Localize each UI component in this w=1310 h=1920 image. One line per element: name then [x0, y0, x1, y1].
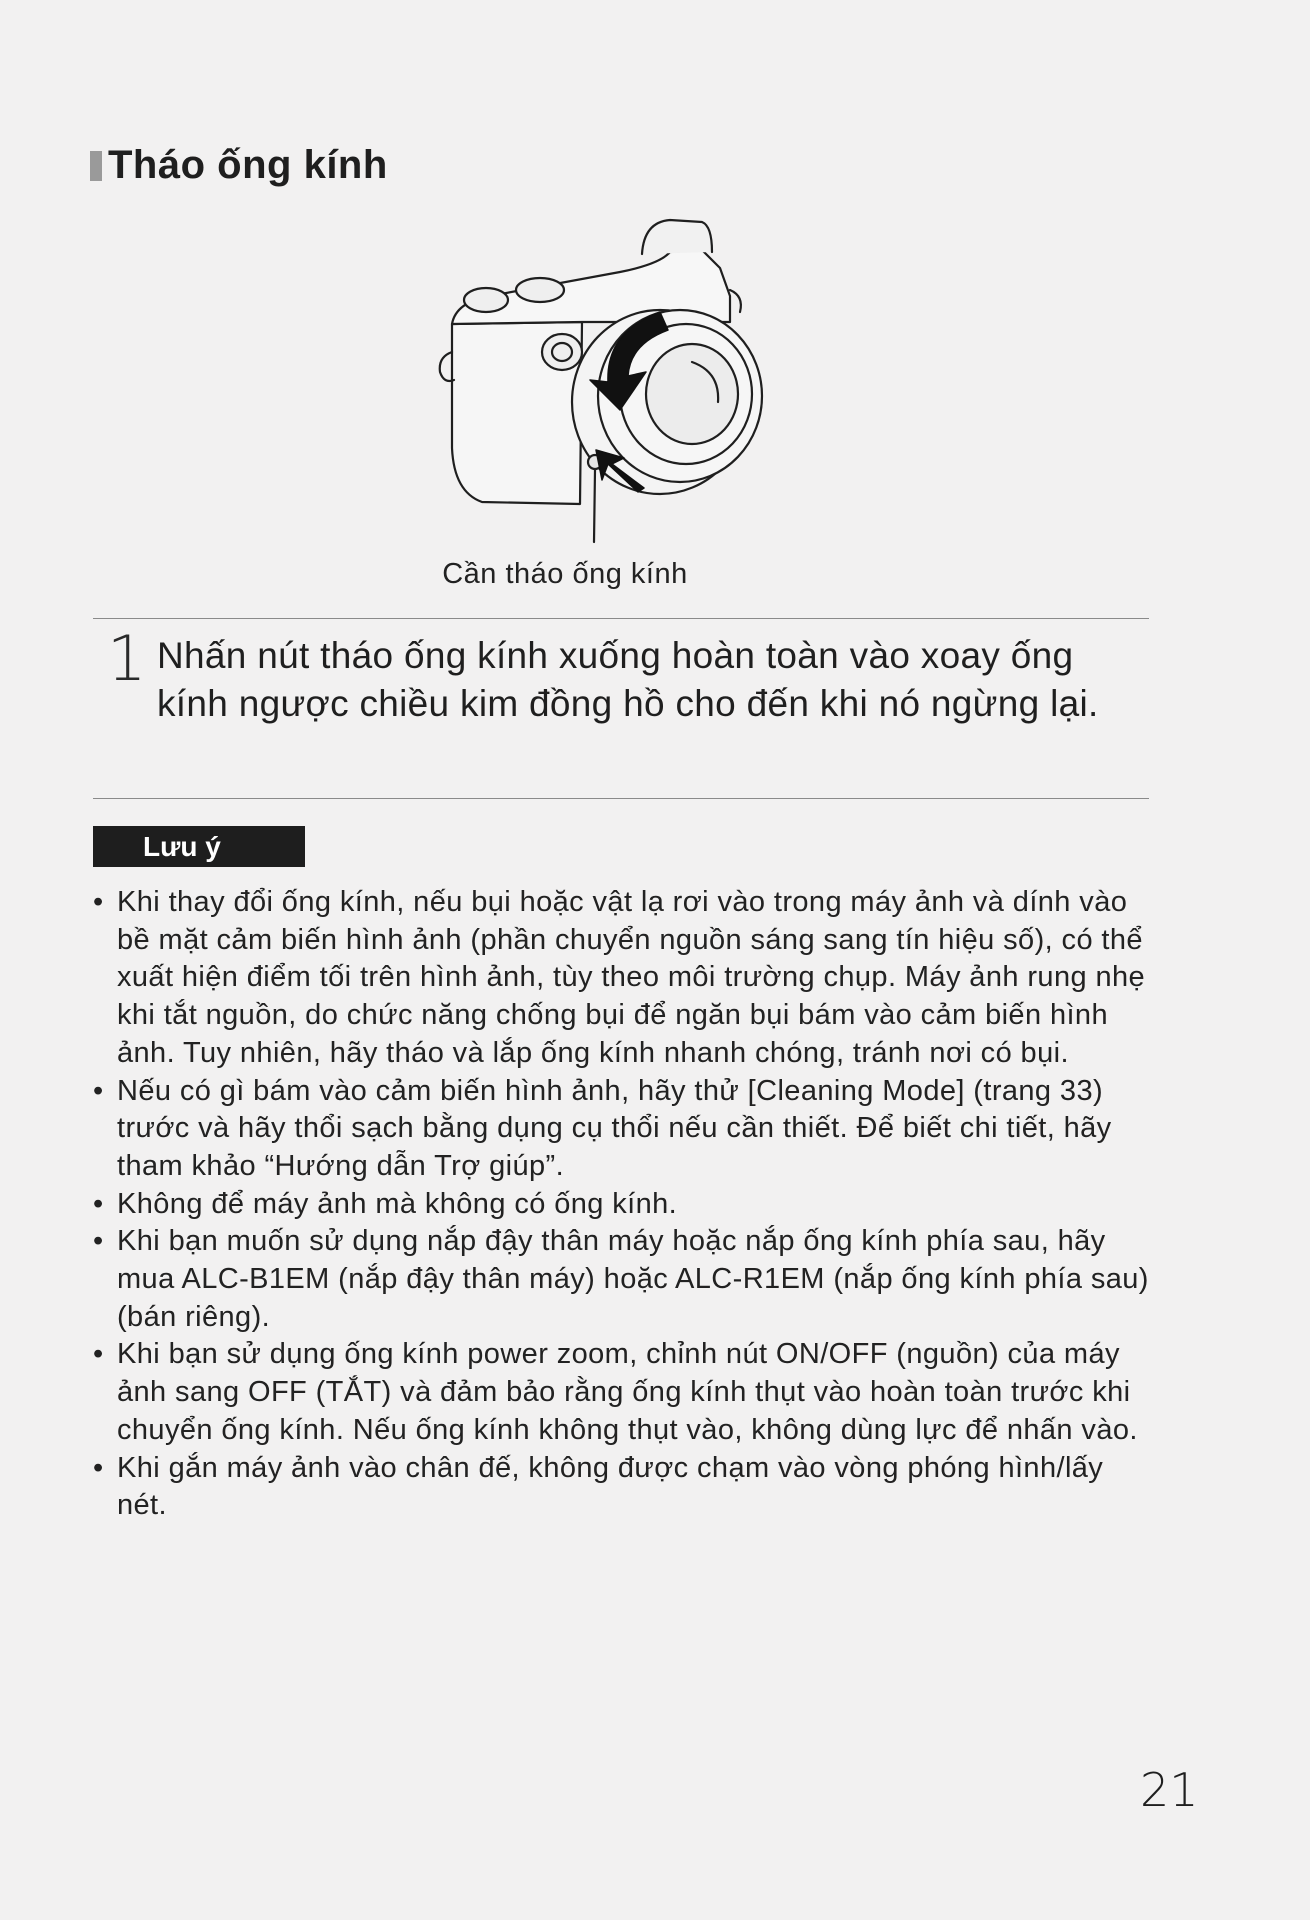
list-item: • Khi bạn sử dụng ống kính power zoom, chỉnh nút ON/OFF (nguồn) của máy ảnh sang OFF (TẮT) và đảm bảo rằng ống kính thụt vào hoàn toàn trước khi chuyển ống kính. Nếu ống kính không thụt vào, không dùng lực để nhấn vào. [93, 1338, 1138, 1446]
camera-lens-removal-illustration [430, 212, 820, 552]
control-dial [516, 278, 564, 302]
list-item: • Khi thay đổi ống kính, nếu bụi hoặc vật lạ rơi vào trong máy ảnh và dính vào bề mặt cảm biến hình ảnh (phần chuyển nguồn sáng sang tín hiệu số), có thể xuất hiện điểm tối trên hình ảnh, tùy theo môi trường chụp. Máy ảnh rung nhẹ khi tắt nguồn, do chức năng chống bụi để ngăn bụi bám vào cảm biến hình ảnh. Tuy nhiên, hãy tháo và lắp ống kính nhanh chóng, tránh nơi có bụi. [93, 886, 1146, 1069]
bullet: • [93, 886, 104, 918]
page-number: 21 [1140, 1763, 1199, 1817]
illustration-caption: Cần tháo ống kính [442, 558, 688, 590]
divider [93, 798, 1149, 799]
shutter-button [542, 334, 582, 370]
divider [93, 618, 1149, 619]
mode-dial [464, 288, 508, 312]
bullet: • [93, 1074, 104, 1107]
step-number: 1 [107, 622, 147, 695]
bullet: • [93, 1338, 104, 1371]
section-title: Tháo ống kính [108, 143, 388, 187]
caption-leader-line [594, 470, 595, 542]
bullet: • [93, 1187, 104, 1220]
list-item: • Không để máy ảnh mà không có ống kính. [93, 1186, 1153, 1224]
step-text: Nhấn nút tháo ống kính xuống hoàn toàn vào xoay ống kính ngược chiều kim đồng hồ cho đến khi nó ngừng lại. [157, 635, 1099, 724]
bullet: • [93, 1225, 104, 1258]
lens-glass [646, 344, 738, 444]
note-list [93, 884, 1153, 1525]
bullet: • [93, 1451, 104, 1484]
strap-lug-right [730, 290, 741, 312]
list-item: • Khi bạn muốn sử dụng nắp đậy thân máy hoặc nắp ống kính phía sau, hãy mua ALC-B1EM (nắp đậy thân máy) hoặc ALC-R1EM (nắp ống kính phía sau) (bán riêng). [93, 1225, 1149, 1333]
list-item: • Khi gắn máy ảnh vào chân đế, không được chạm vào vòng phóng hình/lấy nét. [93, 1451, 1104, 1522]
heading-marker [90, 151, 102, 181]
viewfinder [642, 220, 712, 254]
list-item: • Nếu có gì bám vào cảm biến hình ảnh, hãy thử [Cleaning Mode] (trang 33) trước và hãy thổi sạch bằng dụng cụ thổi nếu cần thiết. Để biết chi tiết, hãy tham khảo “Hướng dẫn Trợ giúp”. [93, 1074, 1112, 1182]
section-heading [90, 143, 388, 188]
note-label: Lưu ý [93, 826, 305, 867]
